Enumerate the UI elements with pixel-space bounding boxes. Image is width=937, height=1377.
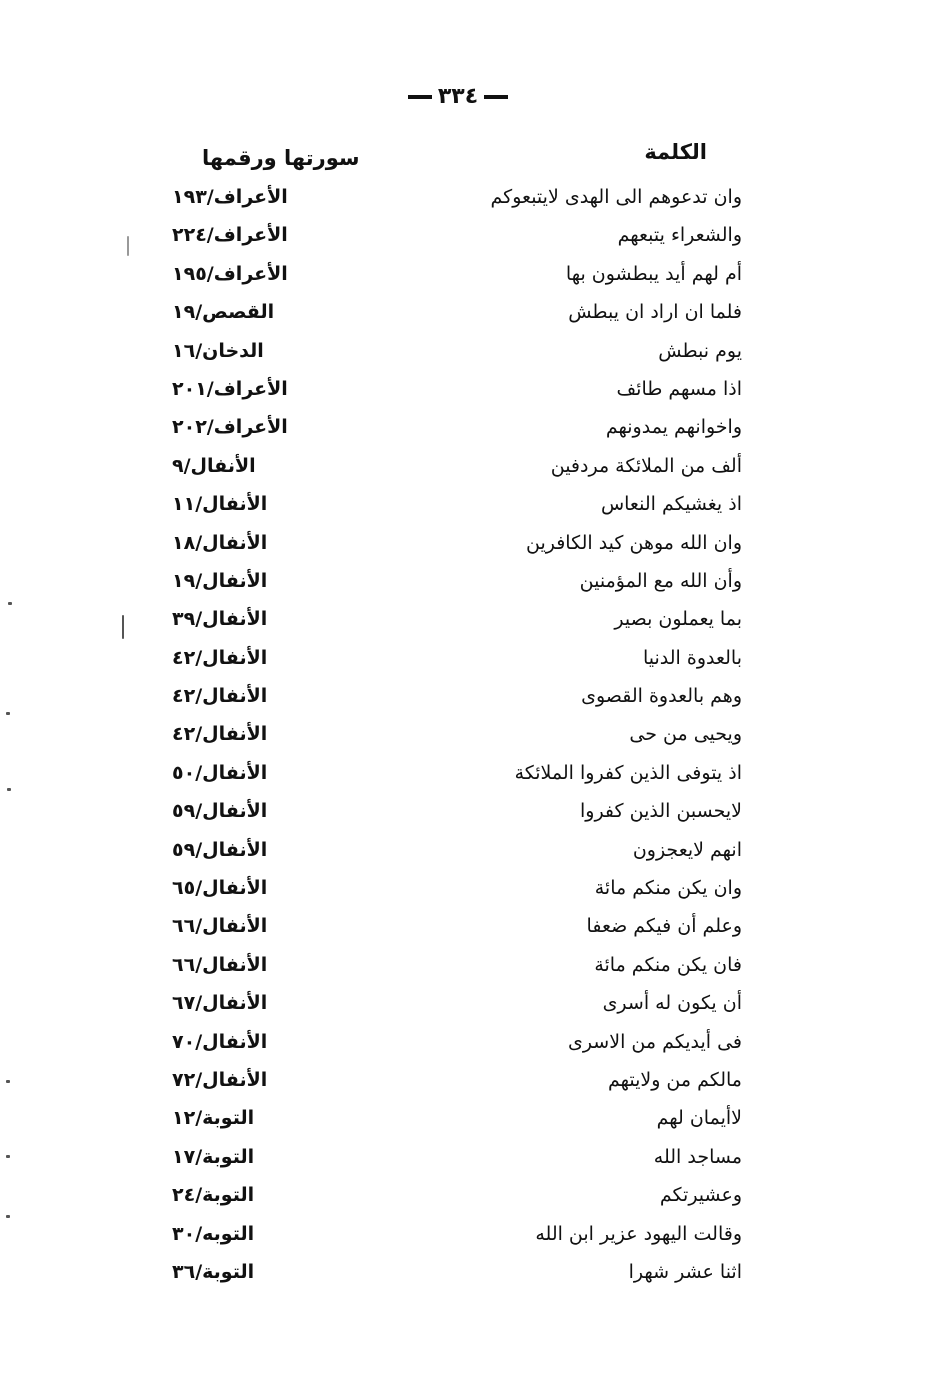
- word-cell: وان تدعوهم الى الهدى لايتبعوكم: [490, 186, 742, 208]
- scan-speck: [6, 1215, 10, 1218]
- word-cell: اذ يغشيكم النعاس: [600, 493, 742, 516]
- word-cell: وعشيرتكم: [659, 1184, 742, 1207]
- surah-cell: الأنفال/٣٩: [172, 608, 268, 631]
- scan-speck: [127, 236, 129, 256]
- table-row: [0, 602, 937, 640]
- word-cell: اذ يتوفى الذين كفروا الملائكة: [514, 761, 742, 784]
- table-row: [0, 372, 937, 410]
- table-row: [0, 717, 937, 755]
- table-row: [0, 526, 937, 564]
- word-cell: اذا مسهم طائف: [616, 377, 742, 400]
- word-cell: أم لهم أيد يبطشون بها: [565, 262, 742, 285]
- table-row: [0, 1217, 937, 1255]
- surah-cell: الأنفال/١٨: [172, 531, 268, 554]
- scan-speck: [122, 615, 124, 639]
- surah-cell: الأنفال/٤٢: [172, 685, 268, 708]
- table-row: [0, 794, 937, 832]
- table-row: [0, 218, 937, 256]
- surah-cell: الأنفال/٦٦: [172, 953, 268, 976]
- page-number-text: ٣٣٤: [437, 84, 479, 109]
- word-cell: وان يكن منكم مائة: [594, 877, 742, 900]
- surah-cell: الأنفال/٤٢: [172, 723, 268, 746]
- table-row: [0, 986, 937, 1024]
- word-cell: وهم بالعدوة القصوى: [581, 685, 742, 708]
- word-cell: ألف من الملائكة مردفين: [550, 454, 742, 477]
- dash-left: [408, 95, 432, 99]
- table-row: [0, 1025, 937, 1063]
- table-row: [0, 1063, 937, 1101]
- surah-cell: التوبة/١٢: [172, 1107, 255, 1130]
- word-cell: وقالت اليهود عزير ابن الله: [535, 1222, 742, 1245]
- word-cell: والشعراء يتبعهم: [617, 224, 742, 247]
- scan-speck: [6, 712, 10, 715]
- surah-cell: الأنفال/٥٠: [172, 761, 268, 784]
- word-cell: يوم نبطش: [658, 339, 742, 362]
- word-cell: واخوانهم يمدونهم: [605, 416, 742, 439]
- table-row: [0, 410, 937, 448]
- surah-cell: الأنفال/٩: [172, 454, 256, 477]
- word-cell: مساجد الله: [653, 1145, 742, 1168]
- scan-speck: [8, 602, 12, 605]
- table-row: [0, 833, 937, 871]
- dash-right: [484, 95, 508, 99]
- surah-cell: الأعراف/١٩٥: [172, 262, 288, 285]
- table-row: [0, 1178, 937, 1216]
- table-row: [0, 180, 937, 218]
- table-row: [0, 1255, 937, 1293]
- surah-cell: الأنفال/٥٩: [172, 838, 268, 861]
- surah-cell: الأنفال/٤٢: [172, 646, 268, 669]
- scan-speck: [6, 1080, 10, 1083]
- word-cell: مالكم من ولايتهم: [607, 1068, 742, 1091]
- surah-cell: الأعراف/٢٠١: [172, 377, 288, 400]
- word-cell: وأن الله مع المؤمنين: [579, 569, 742, 592]
- surah-cell: التوبة/٢٤: [172, 1184, 255, 1207]
- table-row: [0, 487, 937, 525]
- surah-cell: الأنفال/٧٢: [172, 1068, 268, 1091]
- table-row: [0, 871, 937, 909]
- word-cell: وان الله موهن كيد الكافرين: [525, 531, 742, 554]
- word-cell: لايحسبن الذين كفروا: [579, 800, 742, 823]
- column-header-word: الكلمة: [644, 140, 707, 164]
- word-cell: بالعدوة الدنيا: [642, 646, 742, 669]
- word-cell: فى أيديكم من الاسرى: [567, 1030, 742, 1053]
- surah-cell: الأنفال/١٩: [172, 569, 268, 592]
- surah-cell: التوبة/١٧: [172, 1145, 255, 1168]
- table-row: [0, 564, 937, 602]
- scan-speck: [6, 1155, 10, 1158]
- index-table: [0, 180, 937, 1293]
- table-row: [0, 909, 937, 947]
- table-row: [0, 295, 937, 333]
- table-row: [0, 756, 937, 794]
- word-cell: ويحيى من حى: [629, 723, 742, 746]
- surah-cell: الأعراف/٢٢٤: [172, 224, 288, 247]
- surah-cell: الأنفال/٦٧: [172, 992, 268, 1015]
- surah-cell: الأنفال/٧٠: [172, 1030, 268, 1053]
- surah-cell: الأعراف/٢٠٢: [172, 416, 288, 439]
- scan-speck: [7, 788, 11, 791]
- surah-cell: الأنفال/٦٦: [172, 915, 268, 938]
- column-header-surah: سورتها ورقمها: [202, 146, 360, 170]
- word-cell: فان يكن منكم مائة: [594, 953, 742, 976]
- table-row: [0, 1140, 937, 1178]
- word-cell: لاأيمان لهم: [656, 1107, 742, 1130]
- table-row: [0, 1101, 937, 1139]
- word-cell: أن يكون له أسرى: [602, 992, 742, 1015]
- table-row: [0, 948, 937, 986]
- surah-cell: الأنفال/٦٥: [172, 877, 268, 900]
- surah-cell: التوبة/٣٦: [172, 1260, 255, 1283]
- page-number: [0, 84, 916, 109]
- surah-cell: القصص/١٩: [172, 301, 275, 324]
- surah-cell: الأنفال/٥٩: [172, 800, 268, 823]
- word-cell: بما يعملون بصير: [614, 608, 742, 631]
- word-cell: وعلم أن فيكم ضعفا: [586, 915, 742, 938]
- surah-cell: الأعراف/١٩٣: [172, 186, 288, 208]
- table-row: [0, 641, 937, 679]
- word-cell: فلما ان اراد ان يبطش: [568, 301, 742, 324]
- word-cell: اثنا عشر شهرا: [628, 1260, 742, 1283]
- table-row: [0, 334, 937, 372]
- table-row: [0, 257, 937, 295]
- word-cell: انهم لايعجزون: [632, 838, 742, 861]
- surah-cell: الأنفال/١١: [172, 493, 268, 516]
- surah-cell: التوبه/٣٠: [172, 1222, 255, 1245]
- table-row: [0, 449, 937, 487]
- table-row: [0, 679, 937, 717]
- surah-cell: الدخان/١٦: [172, 339, 264, 362]
